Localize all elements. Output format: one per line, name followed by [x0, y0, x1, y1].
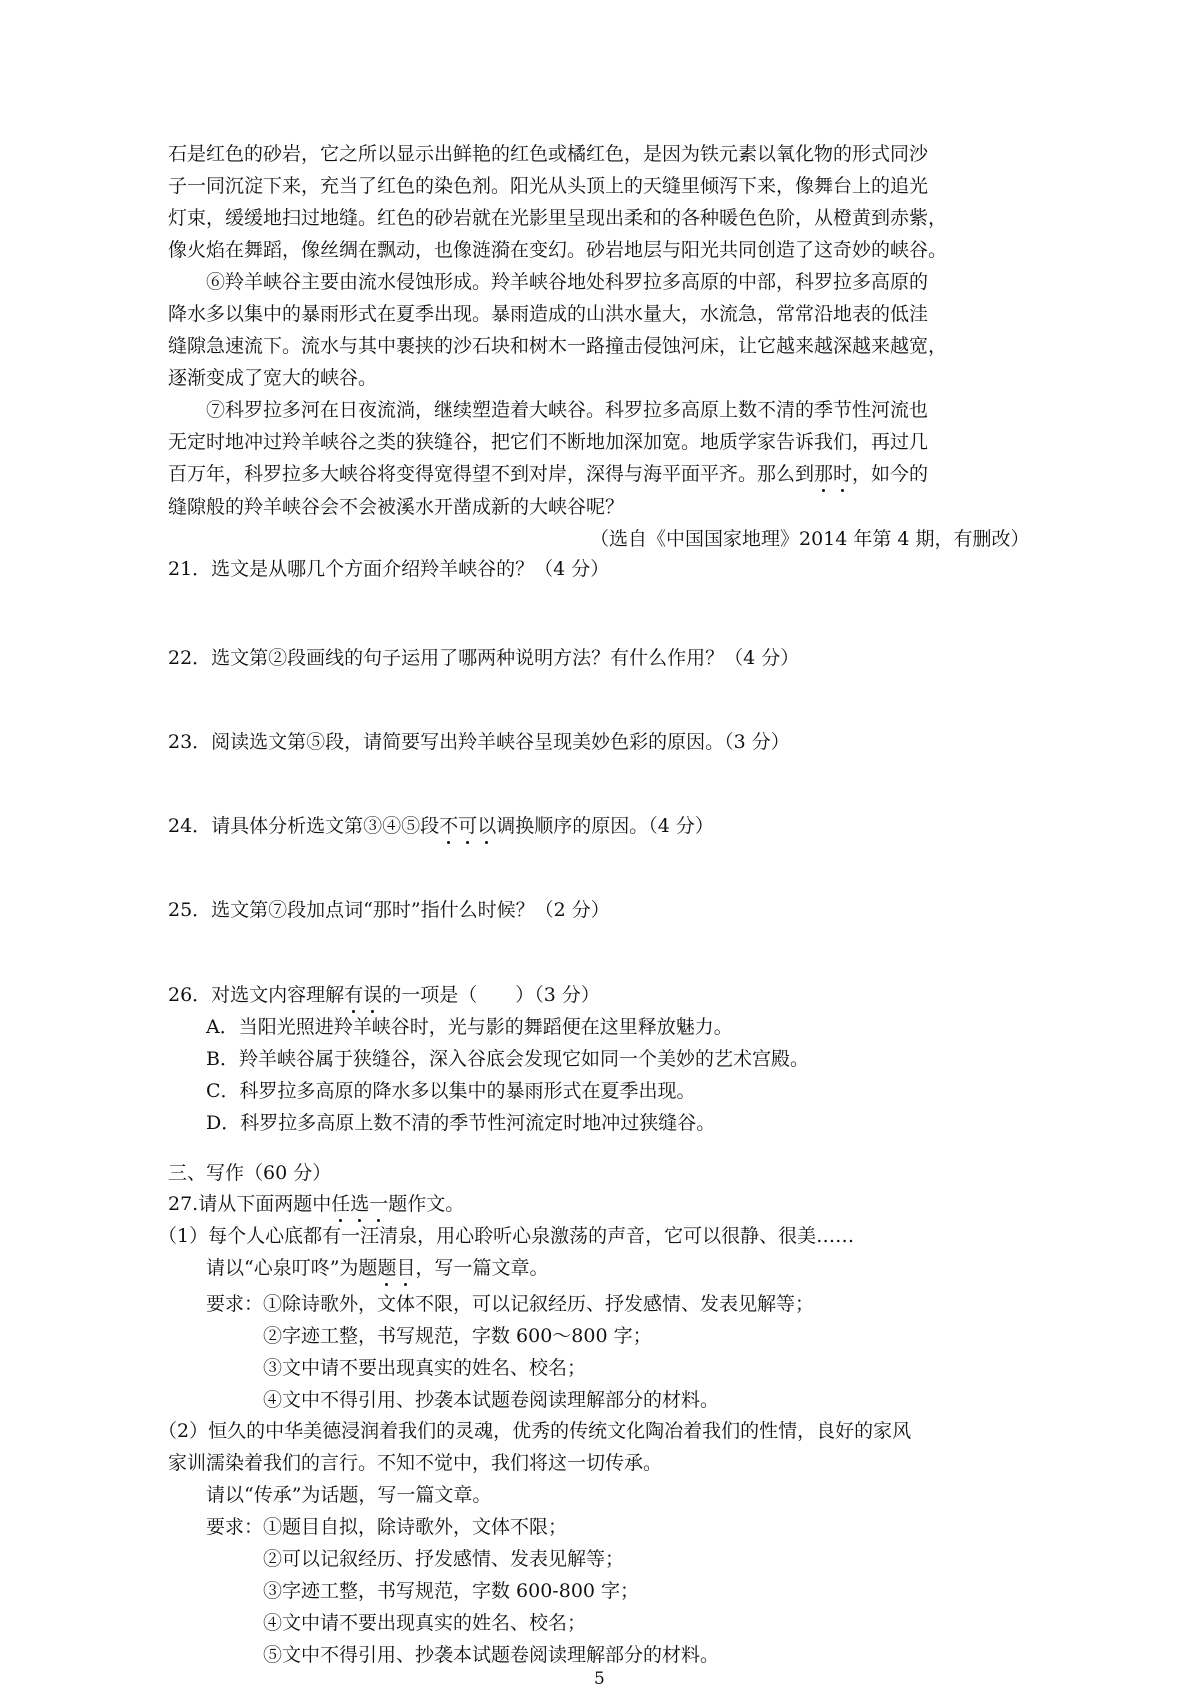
dotted-word-yi2: 一	[369, 1193, 389, 1215]
topic-1-instruction: 请以“心泉叮咚”为题题目，写一篇文章。	[206, 1257, 549, 1279]
passage-line-8: 逐渐变成了宽大的峡谷。	[168, 367, 378, 389]
dotted-word-ren: 任	[331, 1193, 351, 1215]
question-21: 21．选文是从哪几个方面介绍羚羊峡谷的？（4 分）	[168, 558, 610, 580]
topic-2-prompt-line-2: 家训濡染着我们的言行。不知不觉中，我们将这一切传承。	[168, 1452, 663, 1474]
topic-1-requirement-2: ②字迹工整，书写规范，字数 600～800 字；	[263, 1325, 652, 1347]
passage-line-10: 无定时地冲过羚羊峡谷之类的狭缝谷，把它们不断地加深加宽。地质学家告诉我们，再过几	[168, 431, 929, 453]
dotted-word-wu: 误	[363, 984, 383, 1006]
dotted-word-mu: 目	[396, 1257, 416, 1279]
topic-2-requirement-5: ⑤文中不得引用、抄袭本试题卷阅读理解部分的材料。	[263, 1644, 720, 1666]
question-27: 27.请从下面两题中任选一题作文。	[168, 1193, 465, 1215]
passage-line-3: 灯束，缓缓地扫过地缝。红色的砂岩就在光影里呈现出柔和的各种暖色色阶，从橙黄到赤紫，	[168, 207, 948, 229]
dotted-word-yi: 以	[477, 815, 497, 837]
passage-line-7: 缝隙急速流下。流水与其中裹挟的沙石块和树木一路撞击侵蚀河床，让它越来越深越来越宽，	[168, 335, 948, 357]
question-24: 24．请具体分析选文第③④⑤段不可以调换顺序的原因。（4 分）	[168, 815, 714, 837]
question-25: 25．选文第⑦段加点词“那时”指什么时候？（2 分）	[168, 899, 610, 921]
passage-paragraph-6-line-1: ⑥羚羊峡谷主要由流水侵蚀形成。羚羊峡谷地处科罗拉多高原的中部，科罗拉多高原的	[206, 271, 929, 293]
dotted-word-you: 有	[344, 984, 364, 1006]
dotted-word-xuan: 选	[350, 1193, 370, 1215]
topic-2-requirement-1: 要求：①题目自拟，除诗歌外，文体不限；	[206, 1516, 568, 1538]
question-26-option-c: C．科罗拉多高原的降水多以集中的暴雨形式在夏季出现。	[206, 1080, 696, 1102]
dotted-word-bu: 不	[439, 815, 459, 837]
dotted-word-na: 那	[814, 463, 834, 485]
topic-2-requirement-3: ③字迹工整，书写规范，字数 600-800 字；	[263, 1580, 640, 1602]
source-citation: （选自《中国国家地理》2014 年第 4 期，有删改）	[590, 528, 1030, 550]
passage-line-12: 缝隙般的羚羊峡谷会不会被溪水开凿成新的大峡谷呢？	[168, 496, 625, 518]
question-22: 22．选文第②段画线的句子运用了哪两种说明方法？有什么作用？（4 分）	[168, 647, 800, 669]
topic-2-prompt-line-1: （2）恒久的中华美德浸润着我们的灵魂，优秀的传统文化陶冶着我们的性情，良好的家风	[158, 1420, 912, 1442]
topic-2-requirement-4: ④文中请不要出现真实的姓名、校名；	[263, 1612, 587, 1634]
question-26: 26．对选文内容理解有误的一项是（ ）（3 分）	[168, 984, 600, 1006]
topic-1-requirement-3: ③文中请不要出现真实的姓名、校名；	[263, 1357, 587, 1379]
passage-paragraph-7-line-1: ⑦科罗拉多河在日夜流淌，继续塑造着大峡谷。科罗拉多高原上数不清的季节性河流也	[206, 399, 929, 421]
dotted-word-ke: 可	[458, 815, 478, 837]
passage-line-4: 像火焰在舞蹈，像丝绸在飘动，也像涟漪在变幻。砂岩地层与阳光共同创造了这奇妙的峡谷。	[168, 239, 948, 261]
topic-2-requirement-2: ②可以记叙经历、抒发感情、发表见解等；	[263, 1548, 625, 1570]
dotted-word-shi: 时	[833, 463, 853, 485]
topic-1-prompt: （1）每个人心底都有一汪清泉，用心聆听心泉激荡的声音，它可以很静、很美……	[158, 1225, 855, 1247]
passage-line-6: 降水多以集中的暴雨形式在夏季出现。暴雨造成的山洪水量大，水流急，常常沿地表的低洼	[168, 303, 929, 325]
question-23: 23．阅读选文第⑤段，请简要写出羚羊峡谷呈现美妙色彩的原因。（3 分）	[168, 731, 790, 753]
topic-2-instruction: 请以“传承”为话题，写一篇文章。	[206, 1484, 492, 1506]
question-26-option-b: B．羚羊峡谷属于狭缝谷，深入谷底会发现它如同一个美妙的艺术宫殿。	[206, 1048, 809, 1070]
passage-line-1: 石是红色的砂岩，它之所以显示出鲜艳的红色或橘红色，是因为铁元素以氧化物的形式同沙	[168, 143, 929, 165]
dotted-word-ti: 题	[377, 1257, 397, 1279]
passage-line-2: 子一同沉淀下来，充当了红色的染色剂。阳光从头顶上的天缝里倾泻下来，像舞台上的追光	[168, 175, 929, 197]
question-26-option-d: D．科罗拉多高原上数不清的季节性河流定时地冲过狭缝谷。	[206, 1112, 716, 1134]
page-number: 5	[594, 1669, 605, 1689]
question-26-option-a: A．当阳光照进羚羊峡谷时，光与影的舞蹈便在这里释放魅力。	[206, 1016, 733, 1038]
writing-heading: 三、写作（60 分）	[168, 1162, 332, 1184]
topic-1-requirement-1: 要求：①除诗歌外，文体不限，可以记叙经历、抒发感情、发表见解等；	[206, 1293, 815, 1315]
passage-line-11: 百万年，科罗拉多大峡谷将变得宽得望不到对岸，深得与海平面平齐。那么到那时，如今的	[168, 463, 929, 485]
topic-1-requirement-4: ④文中不得引用、抄袭本试题卷阅读理解部分的材料。	[263, 1389, 720, 1411]
